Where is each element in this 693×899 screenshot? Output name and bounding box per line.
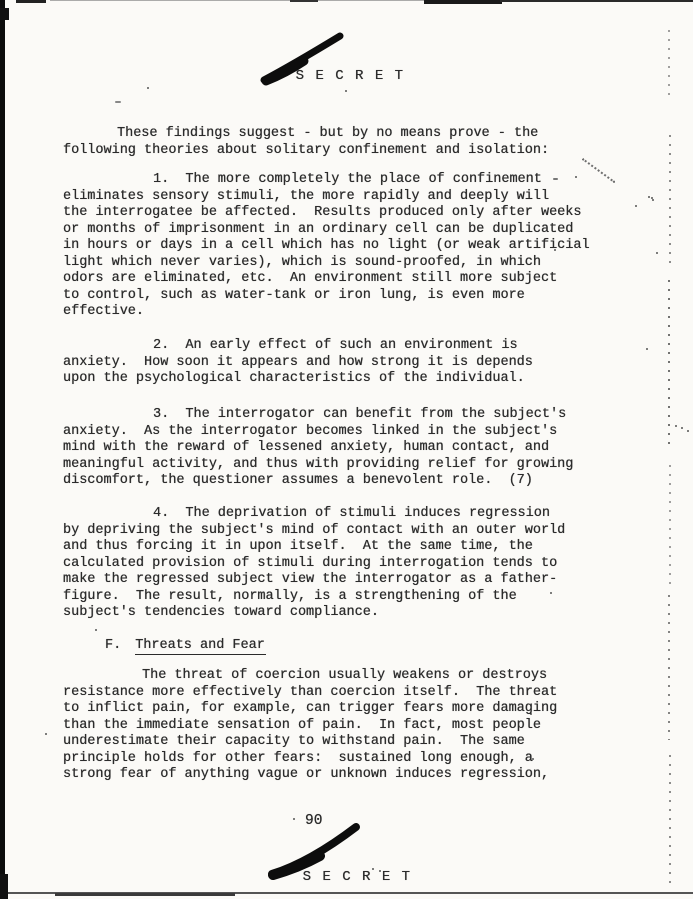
text-line: to control, such as water-tank or iron lung, is even more <box>63 287 525 303</box>
text-line: odors are eliminated, etc. An environment still more subject <box>63 271 558 286</box>
section-heading <box>105 638 266 655</box>
classification-header-text: S E C R E T <box>295 67 405 84</box>
numbered-paragraph-3 <box>63 407 663 490</box>
scan-speck <box>45 733 47 735</box>
text-line: discomfort, the questioner assumes a benevolent role. (7) <box>63 473 533 488</box>
text-line: principle holds for other fears: sustained long enough, a <box>63 750 533 766</box>
text-line: meaningful activity, and thus with providing relief for growing <box>63 456 574 472</box>
text-line: and thus forcing it in upon itself. At the same time, the <box>63 539 533 554</box>
text-line: mind with the reward of lessened anxiety, human contact, and <box>63 440 550 455</box>
text-line: 3. The interrogator can benefit from the subject's <box>153 407 567 422</box>
section-heading-title: Threats and Fear <box>135 638 265 653</box>
text-line: light which never varies), which is sound-proofed, in which <box>63 254 541 270</box>
scan-dot-column <box>668 30 670 95</box>
text-line: than the immediate sensation of pain. In fact, most people <box>63 717 541 733</box>
scan-speck <box>675 425 677 427</box>
text-line: These findings suggest - but by no means prove - the <box>117 126 539 141</box>
scan-dot-column <box>669 755 671 888</box>
classification-footer <box>263 852 412 899</box>
text-line: following theories about solitary confinement and isolation: <box>63 142 550 158</box>
text-line: 4. The deprivation of stimuli induces regression <box>153 506 550 521</box>
scan-edge-artifact-top <box>500 0 693 2</box>
scan-speck <box>681 427 683 429</box>
text-line: by depriving the subject's mind of contact with an outer world <box>63 522 566 538</box>
scan-speck <box>115 101 121 103</box>
text-line: calculated provision of stimuli during interrogation tends to <box>63 555 558 571</box>
text-line: the interrogatee be affected. Results produced only after weeks <box>63 205 582 220</box>
text-line: subject's tendencies toward compliance. <box>63 605 379 620</box>
text-line: effective. <box>63 304 145 319</box>
text-line: or months of imprisonment in an ordinary cell can be duplicated <box>63 221 574 237</box>
scan-edge-artifact-top <box>424 0 502 4</box>
text-line: to inflict pain, for example, can trigger fears more damaging <box>63 701 558 716</box>
section-heading-label: F. <box>105 638 122 653</box>
scan-edge-artifact <box>0 8 9 20</box>
scan-speck <box>147 87 149 89</box>
text-line: make the regressed subject view the interrogator as a father- <box>63 572 558 587</box>
text-line: underestimate their capacity to withstand pain. The same <box>63 734 525 749</box>
text-line: 1. The more completely the place of confinement <box>153 172 542 187</box>
scan-dot-column <box>668 595 670 740</box>
numbered-paragraph-1 <box>63 172 663 321</box>
text-line: anxiety. As the interrogator becomes linked in the subject's <box>63 423 558 439</box>
scan-edge-artifact-corner <box>0 874 8 899</box>
intro-paragraph <box>63 126 663 159</box>
scan-edge-artifact-top <box>16 0 46 3</box>
closing-paragraph <box>63 668 663 784</box>
text-line: anxiety. How soon it appears and how strong it is depends <box>63 354 533 370</box>
page-number: 90 <box>305 813 323 829</box>
scan-speck <box>293 818 295 820</box>
text-line: figure. The result, normally, is a strengthening of the <box>63 588 517 604</box>
text-line: strong fear of anything vague or unknown induces regression, <box>63 767 550 782</box>
text-line: upon the psychological characteristics of the individual. <box>63 371 525 386</box>
scan-dot-column <box>669 465 671 585</box>
text-line: resistance more effectively than coercion itself. The threat <box>63 684 558 700</box>
scan-dot-column <box>669 135 671 265</box>
text-line: The threat of coercion usually weakens or destroys <box>142 668 548 683</box>
scan-edge-artifact-left <box>0 0 5 899</box>
text-line: eliminates sensory stimuli, the more rapidly and deeply will <box>63 188 550 204</box>
classification-header <box>256 51 405 101</box>
scan-dot-column <box>668 280 670 450</box>
scan-speck <box>687 430 689 432</box>
scan-edge-artifact-bottom <box>55 893 235 896</box>
scan-edge-artifact-top <box>290 0 318 2</box>
text-line: in hours or days in a cell which has no light (or weak artificial <box>63 238 590 253</box>
numbered-paragraph-2 <box>63 338 663 388</box>
text-line: 2. An early effect of such an environment is <box>153 338 518 353</box>
scan-speck <box>95 629 97 631</box>
classification-footer-text: S E C R E T <box>302 868 412 885</box>
numbered-paragraph-4 <box>63 506 663 622</box>
